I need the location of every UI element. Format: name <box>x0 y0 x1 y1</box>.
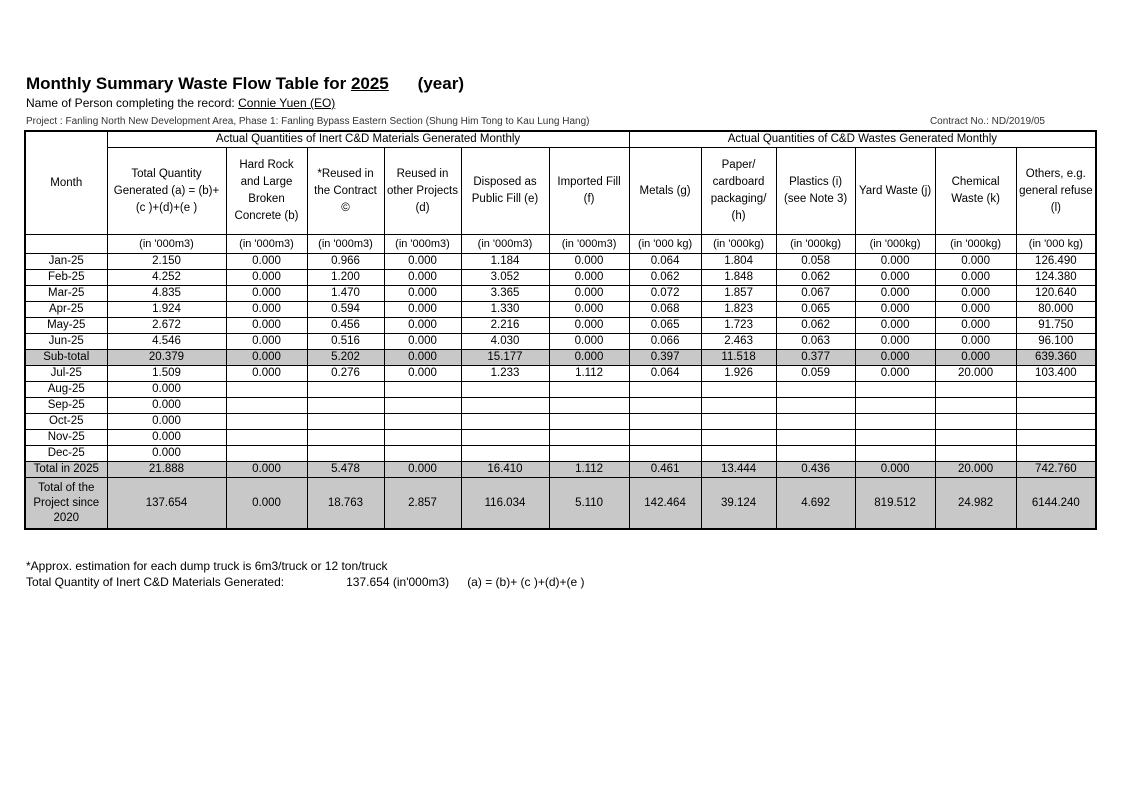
month-cell: Oct-25 <box>25 414 107 430</box>
value-cell: 1.823 <box>701 302 776 318</box>
subtotal-row <box>25 462 1096 478</box>
column-header: Yard Waste (j) <box>855 148 935 235</box>
value-cell: 1.924 <box>107 302 226 318</box>
value-cell <box>226 382 307 398</box>
value-cell <box>855 446 935 462</box>
value-cell: 0.000 <box>855 350 935 366</box>
value-cell: 0.000 <box>384 286 461 302</box>
value-cell: 0.059 <box>776 366 855 382</box>
value-cell <box>549 414 629 430</box>
month-cell: May-25 <box>25 318 107 334</box>
value-cell: 0.000 <box>855 462 935 478</box>
column-header: Disposed as Public Fill (e) <box>461 148 549 235</box>
value-cell: 0.066 <box>629 334 701 350</box>
value-cell: 4.252 <box>107 270 226 286</box>
value-cell <box>935 398 1016 414</box>
value-cell <box>549 398 629 414</box>
value-cell <box>776 430 855 446</box>
column-header: Hard Rock and Large Broken Concrete (b) <box>226 148 307 235</box>
value-cell: 0.000 <box>935 270 1016 286</box>
value-cell: 124.380 <box>1016 270 1096 286</box>
value-cell: 1.848 <box>701 270 776 286</box>
project-total-cell: 6144.240 <box>1016 478 1096 530</box>
value-cell: 0.000 <box>384 366 461 382</box>
value-cell <box>461 382 549 398</box>
value-cell: 0.000 <box>855 366 935 382</box>
value-cell: 0.966 <box>307 254 384 270</box>
notes <box>26 558 585 590</box>
value-cell: 742.760 <box>1016 462 1096 478</box>
value-cell: 0.062 <box>776 270 855 286</box>
project-total-cell: 2.857 <box>384 478 461 530</box>
value-cell: 0.000 <box>384 462 461 478</box>
value-cell <box>935 430 1016 446</box>
value-cell <box>226 414 307 430</box>
value-cell <box>1016 414 1096 430</box>
column-header: Total Quantity Generated (a) = (b)+ (c )+(d)+(e ) <box>107 148 226 235</box>
value-cell: 5.478 <box>307 462 384 478</box>
value-cell <box>307 446 384 462</box>
table-row <box>25 254 1096 270</box>
column-header: Others, e.g. general refuse (l) <box>1016 148 1096 235</box>
value-cell: 120.640 <box>1016 286 1096 302</box>
value-cell <box>226 430 307 446</box>
total-quantity-formula: (a) = (b)+ (c )+(d)+(e ) <box>467 575 585 589</box>
column-unit: (in '000m3) <box>461 235 549 254</box>
value-cell <box>226 398 307 414</box>
value-cell: 0.062 <box>629 270 701 286</box>
column-unit: (in '000m3) <box>549 235 629 254</box>
column-unit: (in '000m3) <box>384 235 461 254</box>
value-cell: 0.000 <box>549 318 629 334</box>
value-cell: 0.065 <box>776 302 855 318</box>
value-cell <box>629 382 701 398</box>
note-dump-truck: *Approx. estimation for each dump truck is 6m3/truck or 12 ton/truck <box>26 559 388 573</box>
value-cell: 0.000 <box>226 254 307 270</box>
column-unit: (in '000 kg) <box>629 235 701 254</box>
project-total-cell: 18.763 <box>307 478 384 530</box>
value-cell: 1.184 <box>461 254 549 270</box>
table-row <box>25 414 1096 430</box>
value-cell <box>701 398 776 414</box>
project-total-cell: 4.692 <box>776 478 855 530</box>
value-cell <box>461 398 549 414</box>
month-cell: Sep-25 <box>25 398 107 414</box>
value-cell <box>701 446 776 462</box>
value-cell: 0.000 <box>384 302 461 318</box>
value-cell: 20.379 <box>107 350 226 366</box>
table-row <box>25 318 1096 334</box>
column-header: *Reused in the Contract © <box>307 148 384 235</box>
column-unit: (in '000kg) <box>935 235 1016 254</box>
value-cell <box>776 398 855 414</box>
value-cell <box>384 414 461 430</box>
value-cell: 0.000 <box>549 302 629 318</box>
value-cell <box>461 414 549 430</box>
value-cell: 2.463 <box>701 334 776 350</box>
group-wastes-header: Actual Quantities of C&D Wastes Generated Monthly <box>629 131 1096 148</box>
column-unit: (in '000kg) <box>776 235 855 254</box>
value-cell <box>776 414 855 430</box>
value-cell: 0.000 <box>855 334 935 350</box>
value-cell: 91.750 <box>1016 318 1096 334</box>
column-header: Paper/ cardboard packaging/ (h) <box>701 148 776 235</box>
value-cell <box>549 430 629 446</box>
value-cell: 0.000 <box>107 446 226 462</box>
value-cell: 0.000 <box>107 398 226 414</box>
table-row <box>25 382 1096 398</box>
total-quantity-label: Total Quantity of Inert C&D Materials Generated: <box>26 575 285 589</box>
value-cell: 0.058 <box>776 254 855 270</box>
value-cell: 1.804 <box>701 254 776 270</box>
month-cell: Feb-25 <box>25 270 107 286</box>
value-cell <box>1016 446 1096 462</box>
value-cell: 0.000 <box>226 318 307 334</box>
value-cell: 0.000 <box>549 254 629 270</box>
value-cell: 0.063 <box>776 334 855 350</box>
project-total-cell: 137.654 <box>107 478 226 530</box>
value-cell: 126.490 <box>1016 254 1096 270</box>
value-cell <box>461 430 549 446</box>
value-cell: 4.835 <box>107 286 226 302</box>
value-cell: 0.064 <box>629 254 701 270</box>
value-cell: 13.444 <box>701 462 776 478</box>
project-total-cell: 5.110 <box>549 478 629 530</box>
title-suffix: (year) <box>417 74 464 93</box>
value-cell: 16.410 <box>461 462 549 478</box>
value-cell <box>307 382 384 398</box>
value-cell: 3.365 <box>461 286 549 302</box>
column-header: Metals (g) <box>629 148 701 235</box>
value-cell <box>935 382 1016 398</box>
value-cell: 0.000 <box>855 286 935 302</box>
value-cell: 0.000 <box>855 318 935 334</box>
value-cell: 20.000 <box>935 462 1016 478</box>
column-unit: (in '000kg) <box>701 235 776 254</box>
value-cell: 0.594 <box>307 302 384 318</box>
month-cell: Sub-total <box>25 350 107 366</box>
value-cell: 0.000 <box>935 318 1016 334</box>
value-cell <box>384 430 461 446</box>
value-cell: 0.065 <box>629 318 701 334</box>
value-cell: 3.052 <box>461 270 549 286</box>
value-cell: 21.888 <box>107 462 226 478</box>
value-cell <box>226 446 307 462</box>
project-total-row <box>25 478 1096 530</box>
value-cell <box>855 430 935 446</box>
month-cell: Total in 2025 <box>25 462 107 478</box>
header-month: Month <box>25 131 107 235</box>
value-cell <box>1016 398 1096 414</box>
value-cell: 0.000 <box>384 254 461 270</box>
value-cell <box>855 382 935 398</box>
value-cell: 1.723 <box>701 318 776 334</box>
value-cell <box>629 430 701 446</box>
value-cell: 0.000 <box>549 350 629 366</box>
value-cell: 80.000 <box>1016 302 1096 318</box>
value-cell: 0.000 <box>855 270 935 286</box>
value-cell: 4.030 <box>461 334 549 350</box>
value-cell: 0.000 <box>226 286 307 302</box>
value-cell: 1.330 <box>461 302 549 318</box>
value-cell: 0.062 <box>776 318 855 334</box>
value-cell: 20.000 <box>935 366 1016 382</box>
value-cell <box>384 398 461 414</box>
column-unit: (in '000 kg) <box>1016 235 1096 254</box>
subtotal-row <box>25 350 1096 366</box>
value-cell: 0.000 <box>384 334 461 350</box>
project-total-cell: 24.982 <box>935 478 1016 530</box>
table-row <box>25 270 1096 286</box>
value-cell: 0.000 <box>935 286 1016 302</box>
contract-number: Contract No.: ND/2019/05 <box>929 116 1045 127</box>
unit-month <box>25 235 107 254</box>
value-cell: 1.857 <box>701 286 776 302</box>
value-cell: 0.000 <box>226 462 307 478</box>
value-cell: 0.276 <box>307 366 384 382</box>
value-cell: 639.360 <box>1016 350 1096 366</box>
value-cell <box>776 382 855 398</box>
value-cell: 15.177 <box>461 350 549 366</box>
total-quantity-value: 137.654 <box>346 575 390 589</box>
value-cell: 0.000 <box>855 302 935 318</box>
value-cell <box>935 446 1016 462</box>
month-cell: Jan-25 <box>25 254 107 270</box>
column-unit: (in '000kg) <box>855 235 935 254</box>
value-cell: 0.067 <box>776 286 855 302</box>
value-cell: 1.200 <box>307 270 384 286</box>
column-unit: (in '000m3) <box>226 235 307 254</box>
column-header: Chemical Waste (k) <box>935 148 1016 235</box>
value-cell: 0.397 <box>629 350 701 366</box>
page-title <box>26 74 464 94</box>
title-prefix: Monthly Summary Waste Flow Table for <box>26 74 347 93</box>
waste-flow-table <box>24 130 1097 530</box>
value-cell: 0.000 <box>935 302 1016 318</box>
value-cell: 0.000 <box>549 286 629 302</box>
value-cell <box>629 446 701 462</box>
value-cell <box>855 398 935 414</box>
value-cell: 0.000 <box>855 254 935 270</box>
value-cell: 0.000 <box>935 254 1016 270</box>
value-cell <box>549 446 629 462</box>
value-cell <box>549 382 629 398</box>
value-cell <box>935 414 1016 430</box>
value-cell: 0.000 <box>384 350 461 366</box>
project-total-label: Total of the Project since 2020 <box>25 478 107 530</box>
value-cell <box>384 382 461 398</box>
month-cell: Apr-25 <box>25 302 107 318</box>
value-cell <box>701 414 776 430</box>
value-cell <box>701 382 776 398</box>
table-row <box>25 366 1096 382</box>
value-cell <box>1016 382 1096 398</box>
month-cell: Nov-25 <box>25 430 107 446</box>
table-row <box>25 286 1096 302</box>
title-year: 2025 <box>350 74 389 93</box>
person-label: Name of Person completing the record: <box>26 96 235 110</box>
value-cell: 0.000 <box>107 430 226 446</box>
month-cell: Jul-25 <box>25 366 107 382</box>
value-cell: 0.000 <box>226 270 307 286</box>
value-cell <box>461 446 549 462</box>
group-inert-header: Actual Quantities of Inert C&D Materials Generated Monthly <box>107 131 629 148</box>
table-row <box>25 334 1096 350</box>
value-cell: 0.000 <box>935 350 1016 366</box>
value-cell <box>384 446 461 462</box>
value-cell <box>855 414 935 430</box>
value-cell: 0.461 <box>629 462 701 478</box>
value-cell: 0.000 <box>226 302 307 318</box>
total-quantity-unit: (in'000m3) <box>392 575 450 589</box>
value-cell: 0.000 <box>226 350 307 366</box>
project-total-cell: 142.464 <box>629 478 701 530</box>
value-cell <box>307 430 384 446</box>
value-cell <box>776 446 855 462</box>
value-cell: 0.000 <box>384 270 461 286</box>
value-cell <box>1016 430 1096 446</box>
value-cell: 0.000 <box>384 318 461 334</box>
project-total-cell: 0.000 <box>226 478 307 530</box>
table-row <box>25 302 1096 318</box>
value-cell: 0.000 <box>935 334 1016 350</box>
value-cell: 11.518 <box>701 350 776 366</box>
table-row <box>25 398 1096 414</box>
person-name: Connie Yuen (EO) <box>238 96 336 110</box>
month-cell: Mar-25 <box>25 286 107 302</box>
value-cell <box>307 414 384 430</box>
table-row <box>25 430 1096 446</box>
value-cell: 5.202 <box>307 350 384 366</box>
value-cell <box>701 430 776 446</box>
value-cell: 4.546 <box>107 334 226 350</box>
value-cell: 0.456 <box>307 318 384 334</box>
value-cell: 0.436 <box>776 462 855 478</box>
value-cell: 96.100 <box>1016 334 1096 350</box>
table-row <box>25 446 1096 462</box>
value-cell: 0.377 <box>776 350 855 366</box>
value-cell: 0.000 <box>226 366 307 382</box>
value-cell: 1.112 <box>549 366 629 382</box>
value-cell: 0.000 <box>107 382 226 398</box>
value-cell <box>629 398 701 414</box>
value-cell: 0.000 <box>226 334 307 350</box>
value-cell: 2.672 <box>107 318 226 334</box>
value-cell: 0.000 <box>549 270 629 286</box>
month-cell: Aug-25 <box>25 382 107 398</box>
project-line: Project : Fanling North New Development Area, Phase 1: Fanling Bypass Eastern Section (Shung Him Tong to Kau Lung Hang) <box>26 116 590 127</box>
month-cell: Dec-25 <box>25 446 107 462</box>
note-total-quantity <box>26 574 585 590</box>
project-total-cell: 116.034 <box>461 478 549 530</box>
value-cell: 103.400 <box>1016 366 1096 382</box>
value-cell: 0.516 <box>307 334 384 350</box>
column-header: Reused in other Projects (d) <box>384 148 461 235</box>
column-unit: (in '000m3) <box>107 235 226 254</box>
value-cell: 2.216 <box>461 318 549 334</box>
value-cell: 0.072 <box>629 286 701 302</box>
value-cell: 1.112 <box>549 462 629 478</box>
project-total-cell: 819.512 <box>855 478 935 530</box>
column-header: Imported Fill (f) <box>549 148 629 235</box>
project-total-cell: 39.124 <box>701 478 776 530</box>
column-header: Plastics (i) (see Note 3) <box>776 148 855 235</box>
value-cell: 1.509 <box>107 366 226 382</box>
column-unit: (in '000m3) <box>307 235 384 254</box>
value-cell: 0.000 <box>549 334 629 350</box>
value-cell: 1.926 <box>701 366 776 382</box>
value-cell: 2.150 <box>107 254 226 270</box>
value-cell <box>629 414 701 430</box>
person-line <box>26 96 335 110</box>
value-cell: 1.470 <box>307 286 384 302</box>
value-cell: 0.000 <box>107 414 226 430</box>
value-cell <box>307 398 384 414</box>
value-cell: 1.233 <box>461 366 549 382</box>
value-cell: 0.064 <box>629 366 701 382</box>
value-cell: 0.068 <box>629 302 701 318</box>
month-cell: Jun-25 <box>25 334 107 350</box>
